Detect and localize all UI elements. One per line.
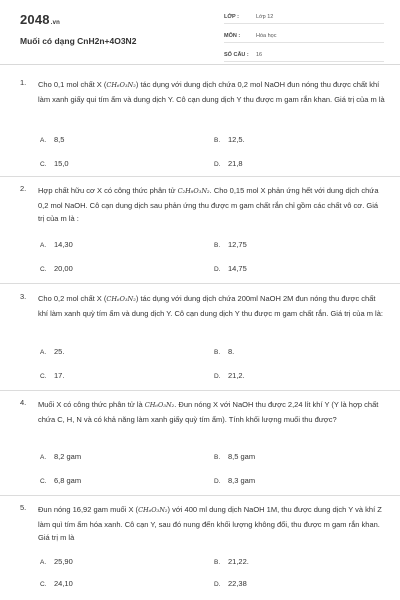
option-b[interactable] — [214, 557, 249, 566]
meta-panel — [224, 10, 384, 67]
question-number: 1. — [20, 78, 27, 87]
option-c[interactable] — [40, 159, 69, 168]
question-text — [38, 503, 386, 545]
meta-value-subject: Hóa học — [256, 32, 277, 39]
option-letter: C. — [40, 478, 47, 485]
header-divider — [0, 64, 400, 65]
question-text-mid: . Cho 0,15 mol X phản ứng hết — [209, 186, 313, 195]
question-divider — [0, 390, 400, 391]
question-divider — [0, 176, 400, 177]
option-text: 24,10 — [54, 579, 73, 588]
question-number: 3. — [20, 292, 27, 301]
option-letter: B. — [214, 242, 221, 249]
logo-suffix: .vn — [50, 20, 61, 26]
meta-label-class: LỚP : — [224, 13, 239, 20]
option-text: 15,0 — [54, 159, 69, 168]
option-letter: A. — [40, 137, 47, 144]
option-letter: B. — [214, 559, 221, 566]
option-d[interactable] — [214, 371, 245, 380]
question-text-rest: dung dịch Y và khí Z làm quì tím ẩm hóa xanh. Cô cạn Y, sau đó nung đến khối lượng không đổi, thu được m gam rắn khan. Giá trị m là — [38, 505, 382, 542]
question-divider — [0, 495, 400, 496]
question-text-rest: nóng thu được chất khí làm xanh quỳ tím ẩm và dung dịch Y. Cô cạn dung dịch Y thu được m gam chất rắn. Giá trị của m là: — [38, 294, 383, 318]
question-text-rest: nóng thu được chất khí làm xanh giấy qui tím ẩm và dung dịch Y. Cô cạn dung dịch Y thu được m gam rắn khan. Giá trị của m là — [38, 80, 385, 104]
option-text: 25,90 — [54, 557, 73, 566]
meta-row-subject — [224, 29, 384, 43]
option-b[interactable] — [214, 240, 247, 249]
chemical-formula: CH₆O₃N₂ — [106, 295, 136, 303]
option-text: 8. — [228, 347, 235, 356]
option-letter: C. — [40, 581, 47, 588]
option-text: 20,00 — [54, 264, 73, 273]
chemical-formula: CH₆O₃N₂ — [144, 401, 175, 409]
chemical-formula: C₂H₈O₃N₂ — [177, 187, 210, 195]
meta-row-class — [224, 10, 384, 24]
chemical-formula: CH₆O₃N₂ — [106, 81, 136, 89]
option-text: 12,5. — [228, 135, 245, 144]
option-text: 21,8 — [228, 159, 243, 168]
question-text-rest: lít khí Y (Y là hợp chất chứa C, H, N và có khả năng làm xanh giấy quỳ tím ẩm). Tính khối lượng muối thu được? — [38, 400, 379, 424]
option-letter: D. — [214, 373, 221, 380]
question-text-mid: ) với 400 ml dung dịch NaOH 1M, thu được — [167, 505, 312, 514]
option-text: 14,30 — [54, 240, 73, 249]
question-text-rest: với dung dịch chứa 0,2 mol NaOH. Cô cạn dung dịch sau phản ứng thu được m gam chất rắn chỉ gồm các chất vô cơ. Giá trị của m là : — [38, 186, 379, 223]
question-text — [38, 78, 386, 106]
question-text-mid: ) tác dụng với dung dịch chứa 0,2 mol NaOH đun — [135, 80, 300, 89]
option-a[interactable] — [40, 557, 73, 566]
meta-label-subject: MÔN : — [224, 32, 241, 39]
option-text: 17. — [54, 371, 65, 380]
option-text: 8,5 — [54, 135, 65, 144]
option-c[interactable] — [40, 476, 81, 485]
question-text — [38, 184, 386, 226]
option-b[interactable] — [214, 452, 255, 461]
question-number: 5. — [20, 503, 27, 512]
option-letter: D. — [214, 478, 221, 485]
page-header — [0, 0, 400, 64]
option-letter: B. — [214, 349, 221, 356]
option-text: 8,5 gam — [228, 452, 256, 461]
option-c[interactable] — [40, 371, 64, 380]
option-letter: D. — [214, 161, 221, 168]
option-c[interactable] — [40, 579, 73, 588]
option-c[interactable] — [40, 264, 73, 273]
option-text: 21,2. — [228, 371, 245, 380]
question-text-start: Cho 0,2 mol chất X ( — [38, 294, 107, 303]
question-text — [38, 292, 386, 320]
option-text: 25. — [54, 347, 65, 356]
option-letter: B. — [214, 137, 221, 144]
option-letter: A. — [40, 559, 47, 566]
meta-label-count: SỐ CÂU : — [224, 51, 249, 58]
option-text: 21,22. — [228, 557, 249, 566]
option-d[interactable] — [214, 476, 255, 485]
meta-row-count — [224, 48, 384, 62]
option-b[interactable] — [214, 347, 234, 356]
option-letter: A. — [40, 349, 47, 356]
option-d[interactable] — [214, 159, 243, 168]
logo-text: 2048 — [20, 12, 50, 27]
question-text-start: Hợp chất hữu cơ X có công thức phân tử — [38, 186, 178, 195]
question-text-start: Đun nóng 16,92 gam muối X ( — [38, 505, 139, 514]
site-logo[interactable] — [20, 12, 60, 27]
option-a[interactable] — [40, 347, 64, 356]
option-text: 12,75 — [228, 240, 247, 249]
option-letter: C. — [40, 373, 47, 380]
question-number: 4. — [20, 398, 27, 407]
option-a[interactable] — [40, 240, 73, 249]
option-text: 6,8 gam — [54, 476, 82, 485]
option-letter: D. — [214, 581, 221, 588]
question-text — [38, 398, 386, 426]
option-a[interactable] — [40, 452, 81, 461]
meta-value-count: 16 — [256, 51, 263, 58]
question-divider — [0, 283, 400, 284]
option-letter: B. — [214, 454, 221, 461]
question-text-start: Cho 0,1 mol chất X ( — [38, 80, 107, 89]
question-text-start: Muối X có công thức phân tử là — [38, 400, 145, 409]
document-title: Muối có dạng CnH2n+4O3N2 — [20, 36, 137, 46]
option-text: 8,2 gam — [54, 452, 82, 461]
option-text: 8,3 gam — [228, 476, 256, 485]
option-letter: A. — [40, 242, 47, 249]
option-letter: C. — [40, 161, 47, 168]
option-letter: C. — [40, 266, 47, 273]
option-a[interactable] — [40, 135, 64, 144]
option-letter: A. — [40, 454, 47, 461]
option-d[interactable] — [214, 264, 247, 273]
question-text-mid: ) tác dụng với dung dịch chứa 200ml NaOH 2M đun — [135, 294, 308, 303]
option-text: 14,75 — [228, 264, 247, 273]
question-text-mid: . Đun nóng X với NaOH thu được 2,24 — [174, 400, 303, 409]
question-number: 2. — [20, 184, 27, 193]
option-d[interactable] — [214, 579, 247, 588]
chemical-formula: CH₆O₃N₂ — [138, 506, 168, 514]
meta-value-class: Lớp 12 — [256, 13, 274, 20]
option-letter: D. — [214, 266, 221, 273]
option-b[interactable] — [214, 135, 245, 144]
option-text: 22,38 — [228, 579, 247, 588]
